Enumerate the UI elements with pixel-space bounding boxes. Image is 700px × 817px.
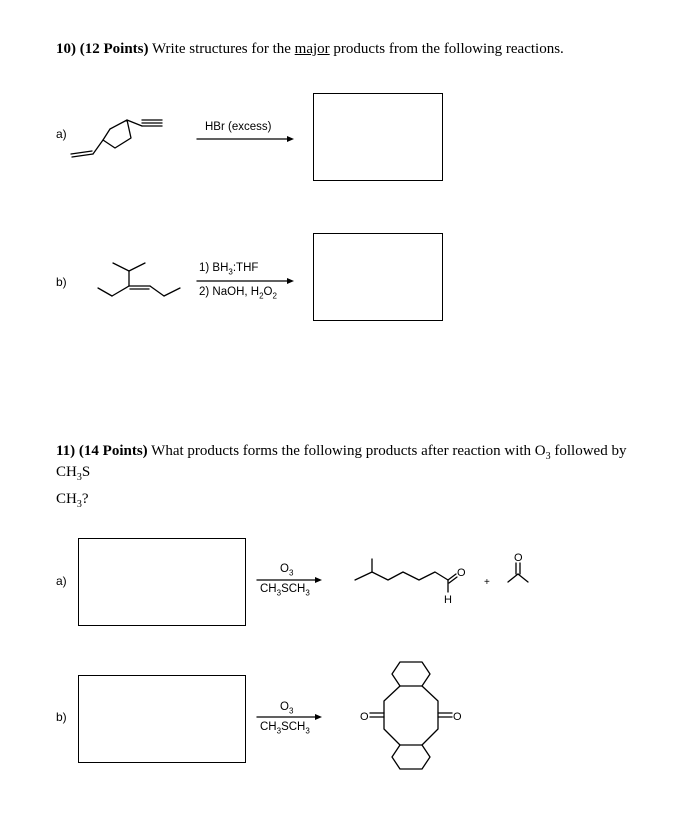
- q10b-reagent-1: 1) $BH_3:THF$: [199, 262, 259, 277]
- q11b-atom-o-left: O: [360, 711, 369, 723]
- q11b-atom-o-right: O: [453, 711, 462, 723]
- q11a-plus: +: [484, 577, 490, 588]
- q11a-atom-o2: O: [514, 552, 523, 564]
- q11b-8ring-left: [384, 686, 400, 745]
- q11a-atom-o1: O: [457, 567, 466, 579]
- q11b-8ring-right: [422, 686, 438, 745]
- q11-text: What products forms the following products after reaction with O: [151, 443, 546, 459]
- q10a-label: a): [56, 127, 67, 141]
- q11a-atom-h: H: [444, 594, 452, 606]
- q10a-reagent: HBr (excess): [205, 121, 272, 133]
- q11-points: (14 Points): [78, 443, 148, 459]
- q11b-bottom-ring: [392, 745, 430, 769]
- q10b-label: b): [56, 275, 67, 289]
- q11-line3: $CH_3$?: [56, 491, 89, 510]
- q10-text-after: products from the following reactions.: [333, 41, 564, 57]
- q10-points: (12 Points): [79, 41, 149, 57]
- q11b-top-ring: [392, 662, 430, 686]
- q11-number: 11): [56, 443, 76, 459]
- q10-number: 10): [56, 41, 76, 57]
- q11a-reagent-bottom: $CH_3SCH_3$: [260, 583, 310, 598]
- q11b-label: b): [56, 710, 67, 724]
- q11a-label: a): [56, 574, 67, 588]
- q10b-reagent-2: 2) NaOH, $H_2O_2$: [199, 286, 277, 301]
- q11b-reagent-bottom: $CH_3SCH_3$: [260, 721, 310, 736]
- q11-line2: $CH_3S$: [56, 464, 91, 483]
- q11b-reagent-top: $O_3$: [280, 701, 294, 716]
- q10-text-before: Write structures for the: [151, 41, 291, 57]
- q11a-reagent-top: $O_3$: [280, 563, 294, 578]
- q10-emphasis: major: [294, 41, 330, 57]
- q11-title: 11) (14 Points) What products forms the following products after reaction with $O_3$ followed by: [56, 443, 627, 462]
